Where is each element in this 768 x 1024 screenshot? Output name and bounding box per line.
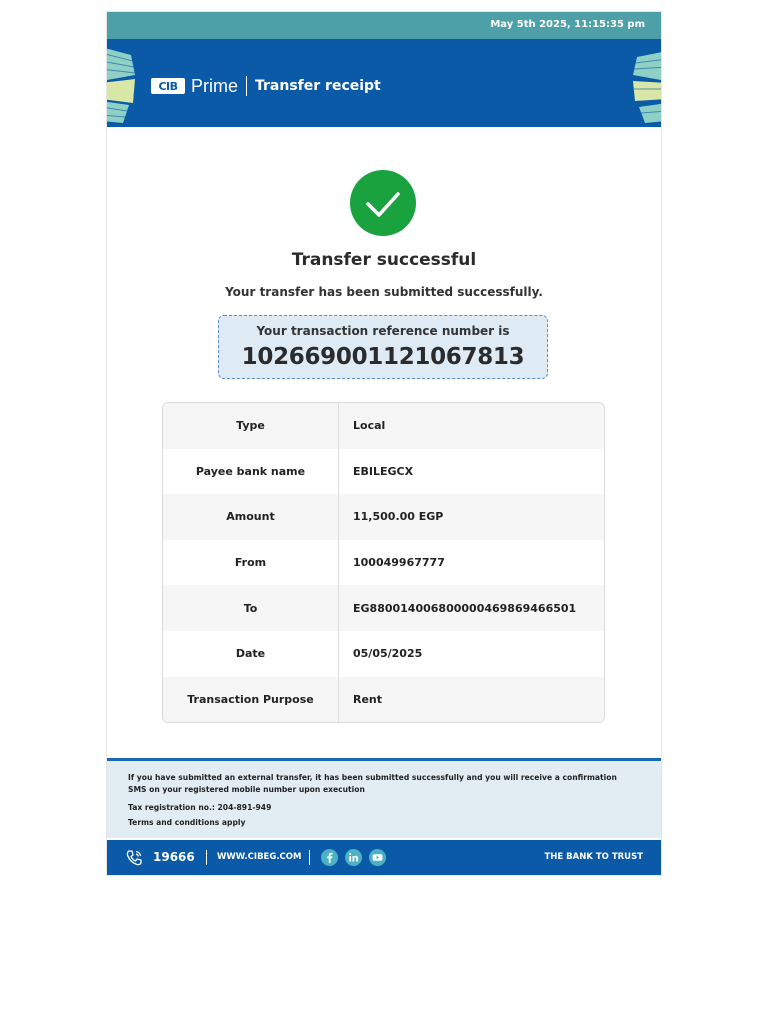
hotline-number[interactable]: 19666 xyxy=(153,850,195,864)
cib-logo: CIB xyxy=(151,78,185,94)
header-decoration-left xyxy=(107,41,141,125)
contact-bar xyxy=(107,840,661,875)
success-check-icon xyxy=(350,170,416,236)
detail-row-date xyxy=(163,631,604,677)
receipt-header xyxy=(107,39,661,127)
website-link[interactable]: WWW.CIBEG.COM xyxy=(217,852,302,862)
detail-label: Amount xyxy=(163,494,339,540)
footer-note-section xyxy=(107,758,661,838)
detail-value: 05/05/2025 xyxy=(353,647,423,661)
linkedin-icon[interactable] xyxy=(345,849,362,866)
detail-row-amount xyxy=(163,494,604,540)
status-subtitle: Your transfer has been submitted successfully. xyxy=(225,285,543,299)
detail-row-from xyxy=(163,540,604,586)
top-bar xyxy=(107,12,661,39)
check-icon xyxy=(350,170,416,236)
detail-row-to xyxy=(163,585,604,631)
detail-value: EBILEGCX xyxy=(353,464,414,478)
status-title: Transfer successful xyxy=(291,250,477,270)
reference-number-box xyxy=(218,315,548,379)
receipt-timestamp: May 5th 2025, 11:15:35 pm xyxy=(490,19,645,30)
phone-icon xyxy=(125,849,143,867)
detail-value: 100049967777 xyxy=(353,556,445,570)
detail-label: Date xyxy=(163,631,339,677)
transfer-details-table xyxy=(162,402,605,723)
detail-row-purpose xyxy=(163,677,604,723)
divider xyxy=(206,850,207,865)
detail-row-payee-bank xyxy=(163,449,604,495)
reference-number: 102669001121067813 xyxy=(241,344,525,370)
header-decoration-right xyxy=(627,41,661,125)
brand-divider xyxy=(246,76,247,96)
detail-value: Rent xyxy=(353,692,383,706)
bank-tagline: THE BANK TO TRUST xyxy=(544,852,643,862)
detail-value: 11,500.00 EGP xyxy=(353,510,444,524)
terms-link[interactable]: Terms and conditions apply xyxy=(128,818,246,827)
detail-row-type xyxy=(163,403,604,449)
transfer-receipt xyxy=(107,12,661,875)
detail-label: To xyxy=(163,585,339,631)
detail-label: From xyxy=(163,540,339,586)
brand-product-name: Prime xyxy=(191,75,239,96)
document-title: Transfer receipt xyxy=(255,78,381,94)
tax-registration: Tax registration no.: 204-891-949 xyxy=(128,803,272,812)
detail-label: Payee bank name xyxy=(163,449,339,495)
detail-value: Local xyxy=(353,419,386,433)
detail-value: EG880014006800000469869466501 xyxy=(353,601,577,615)
external-transfer-note: If you have submitted an external transfer, it has been submitted successfully and you will receive a confirmation SMS on your registered mobile number upon execution xyxy=(128,773,617,794)
detail-label: Transaction Purpose xyxy=(163,677,339,723)
divider xyxy=(309,850,310,865)
brand-lockup xyxy=(151,73,381,99)
youtube-icon[interactable] xyxy=(369,849,386,866)
detail-label: Type xyxy=(163,403,339,449)
reference-label: Your transaction reference number is xyxy=(256,324,510,338)
facebook-icon[interactable] xyxy=(321,849,338,866)
